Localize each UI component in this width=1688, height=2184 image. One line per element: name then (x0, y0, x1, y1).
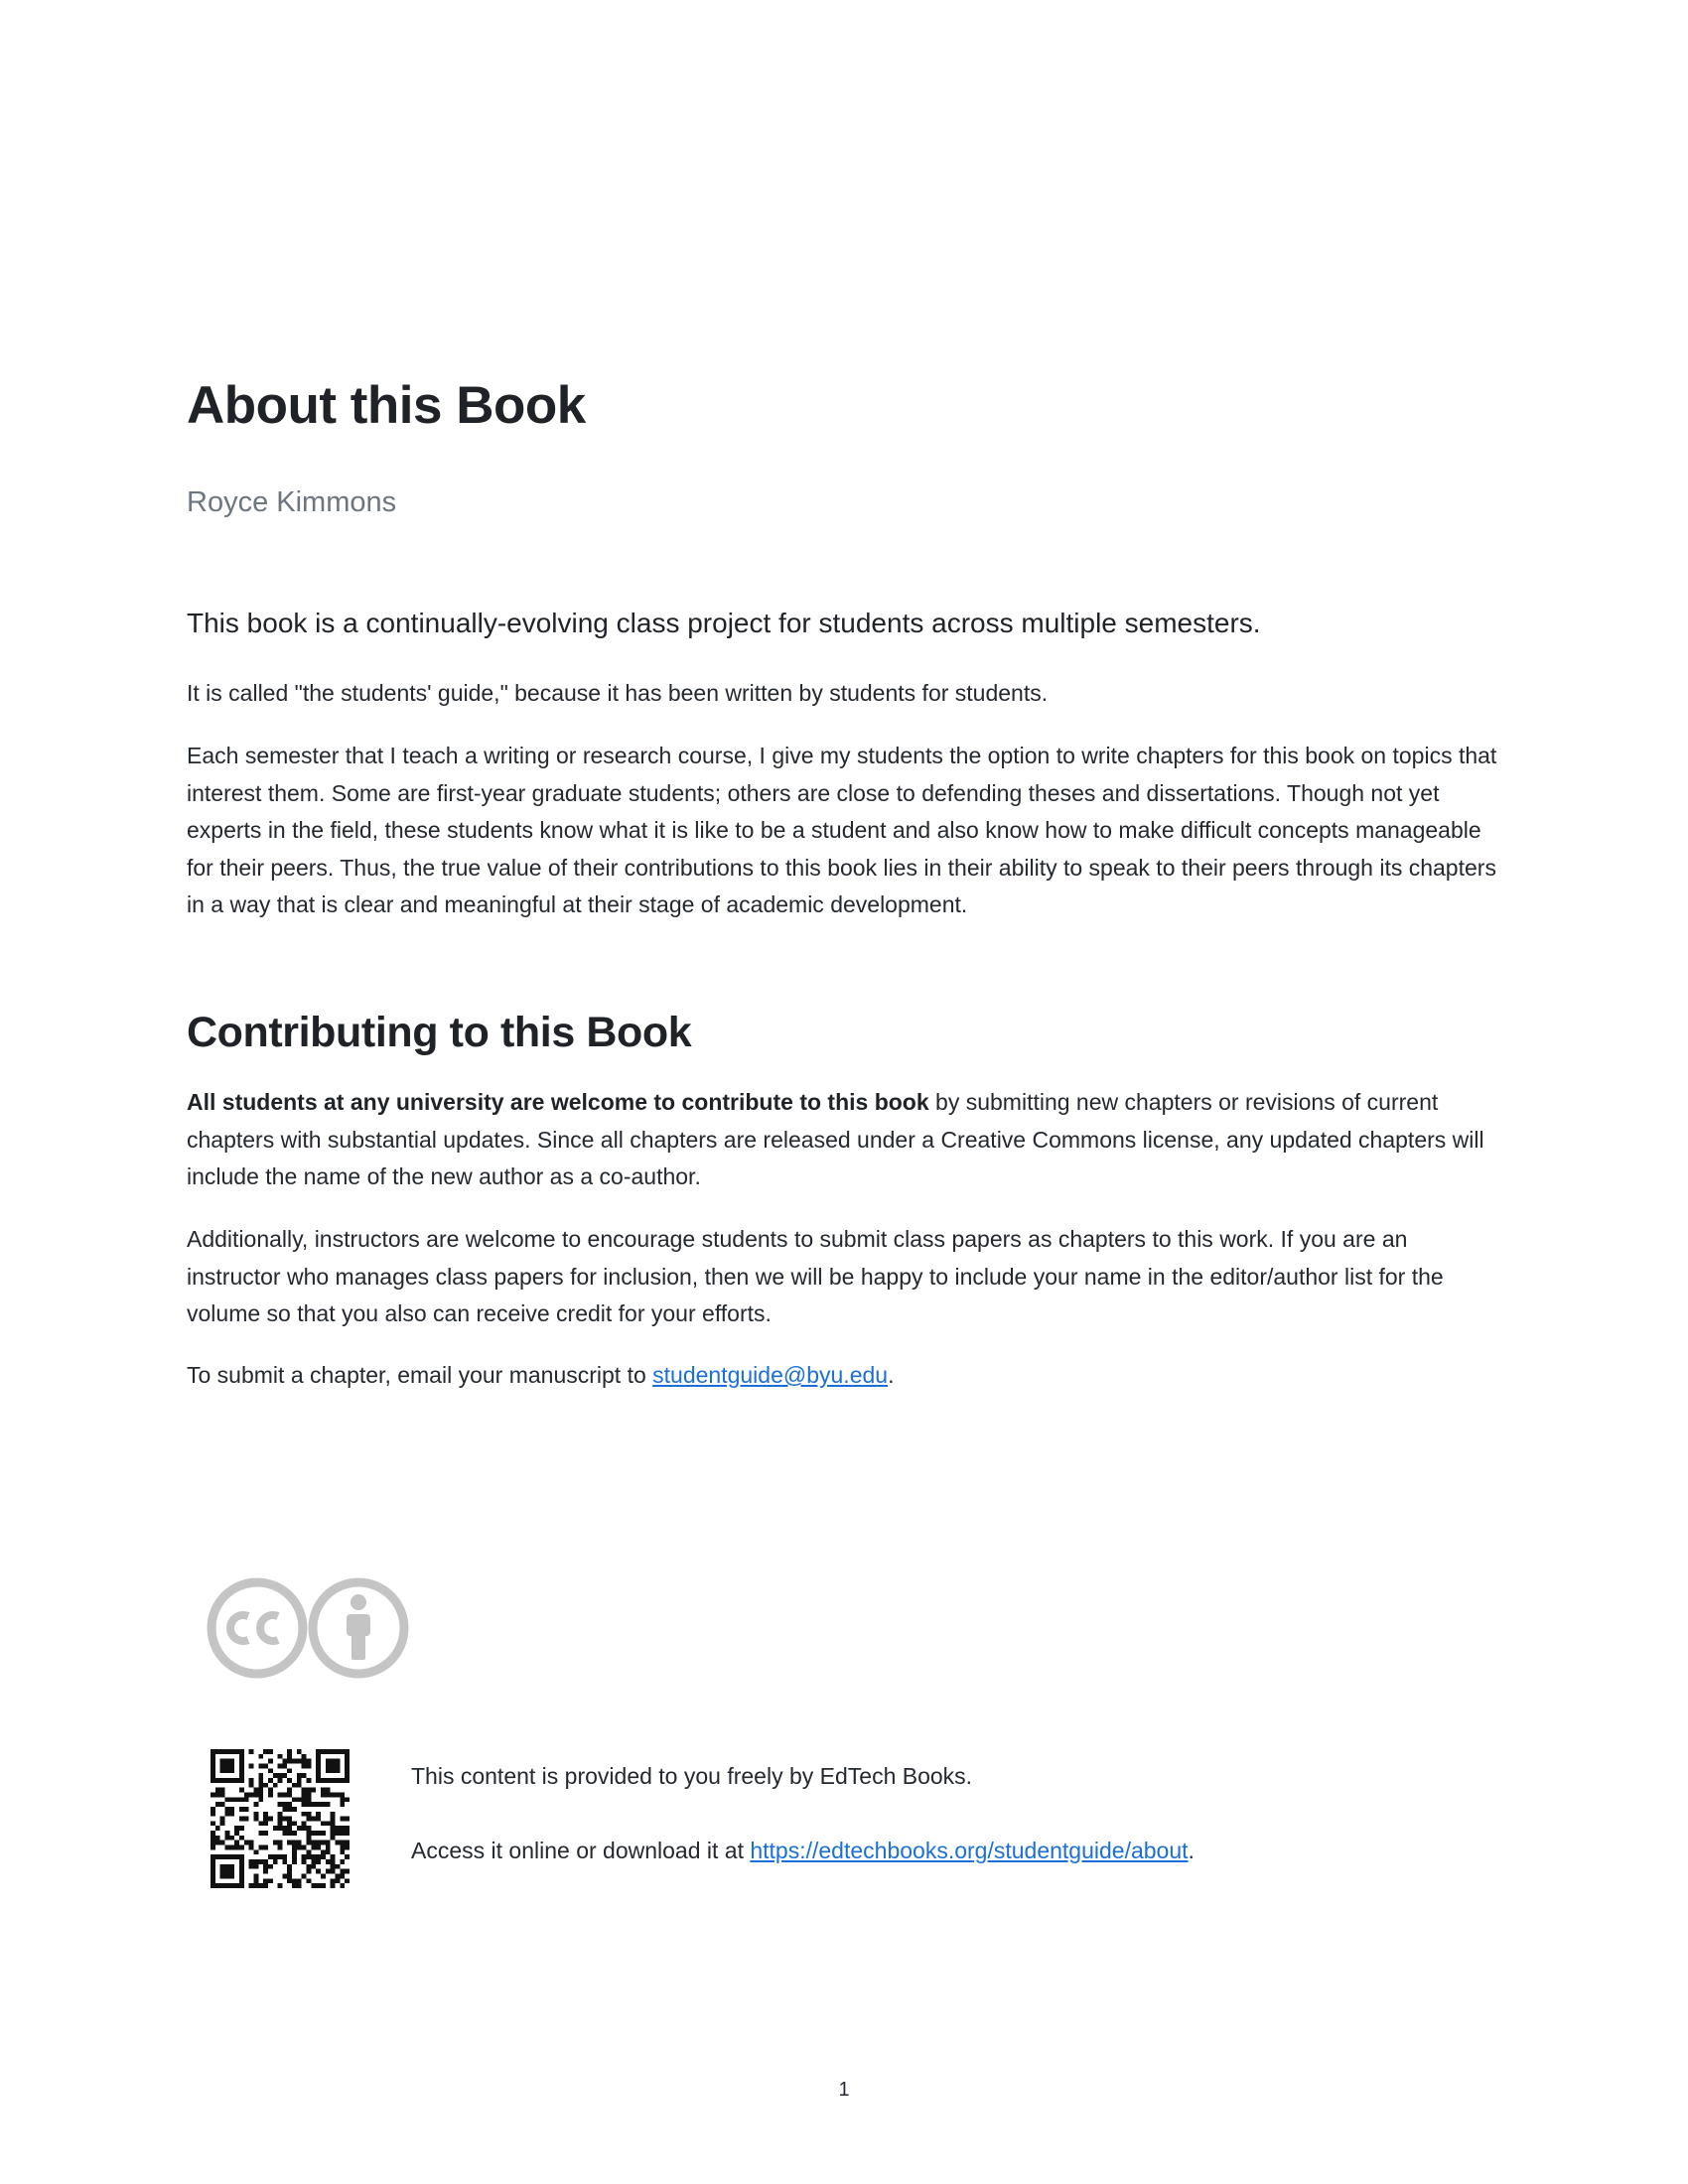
submit-suffix: . (888, 1362, 895, 1388)
intro-paragraph-1: It is called "the students' guide," because it has been written by students for students. (187, 680, 1049, 706)
section-heading-contributing: Contributing to this Book (187, 1009, 692, 1056)
contributing-paragraph-1-text: by submitting new chapters or revisions of current chapters with substantial updates. Since all chapters are released under a Creative Commons license, any updated chapters will include the name of the new author as a co-author. (187, 1089, 1484, 1189)
intro-paragraph-2: Each semester that I teach a writing or research course, I give my students the option to write chapters for this book on topics that interest them. Some are first-year graduate students; others are close to defending theses and dissertations. Though not yet experts in the field, these students know what it is like to be a student and also know how to make difficult concepts manageable for their peers. Thus, the true value of their contributions to this book lies in their ability to speak to their peers through its chapters in a way that is clear and meaningful at their stage of academic development. (187, 743, 1497, 917)
cc-by-icon (207, 1576, 409, 1680)
submit-paragraph (187, 1357, 1507, 1395)
contributing-paragraph-2: Additionally, instructors are welcome to encourage students to submit class papers as chapters to this work. If you are an instructor who manages class papers for inclusion, then we will be happy to include your name in the editor/author list for the volume so that you also can receive credit for your efforts. (187, 1226, 1444, 1326)
access-url-link[interactable]: https://edtechbooks.org/studentguide/about (750, 1838, 1189, 1863)
contributing-bold-lead: All students at any university are welcome to contribute to this book (187, 1089, 929, 1115)
access-line (411, 1838, 1195, 1864)
access-suffix: . (1188, 1838, 1195, 1863)
access-prefix: Access it online or download it at (411, 1838, 751, 1863)
submit-email-link[interactable]: studentguide@byu.edu (652, 1362, 889, 1388)
page-title: About this Book (187, 376, 586, 435)
provided-by-text: This content is provided to you freely by EdTech Books. (411, 1763, 973, 1789)
qr-code-icon (211, 1749, 350, 1888)
author-name: Royce Kimmons (187, 486, 397, 518)
submit-prefix: To submit a chapter, email your manuscript to (187, 1362, 653, 1388)
contributing-paragraph-1 (187, 1084, 1507, 1196)
page-number: 1 (838, 2079, 850, 2101)
lead-paragraph: This book is a continually-evolving class project for students across multiple semesters. (187, 608, 1261, 638)
